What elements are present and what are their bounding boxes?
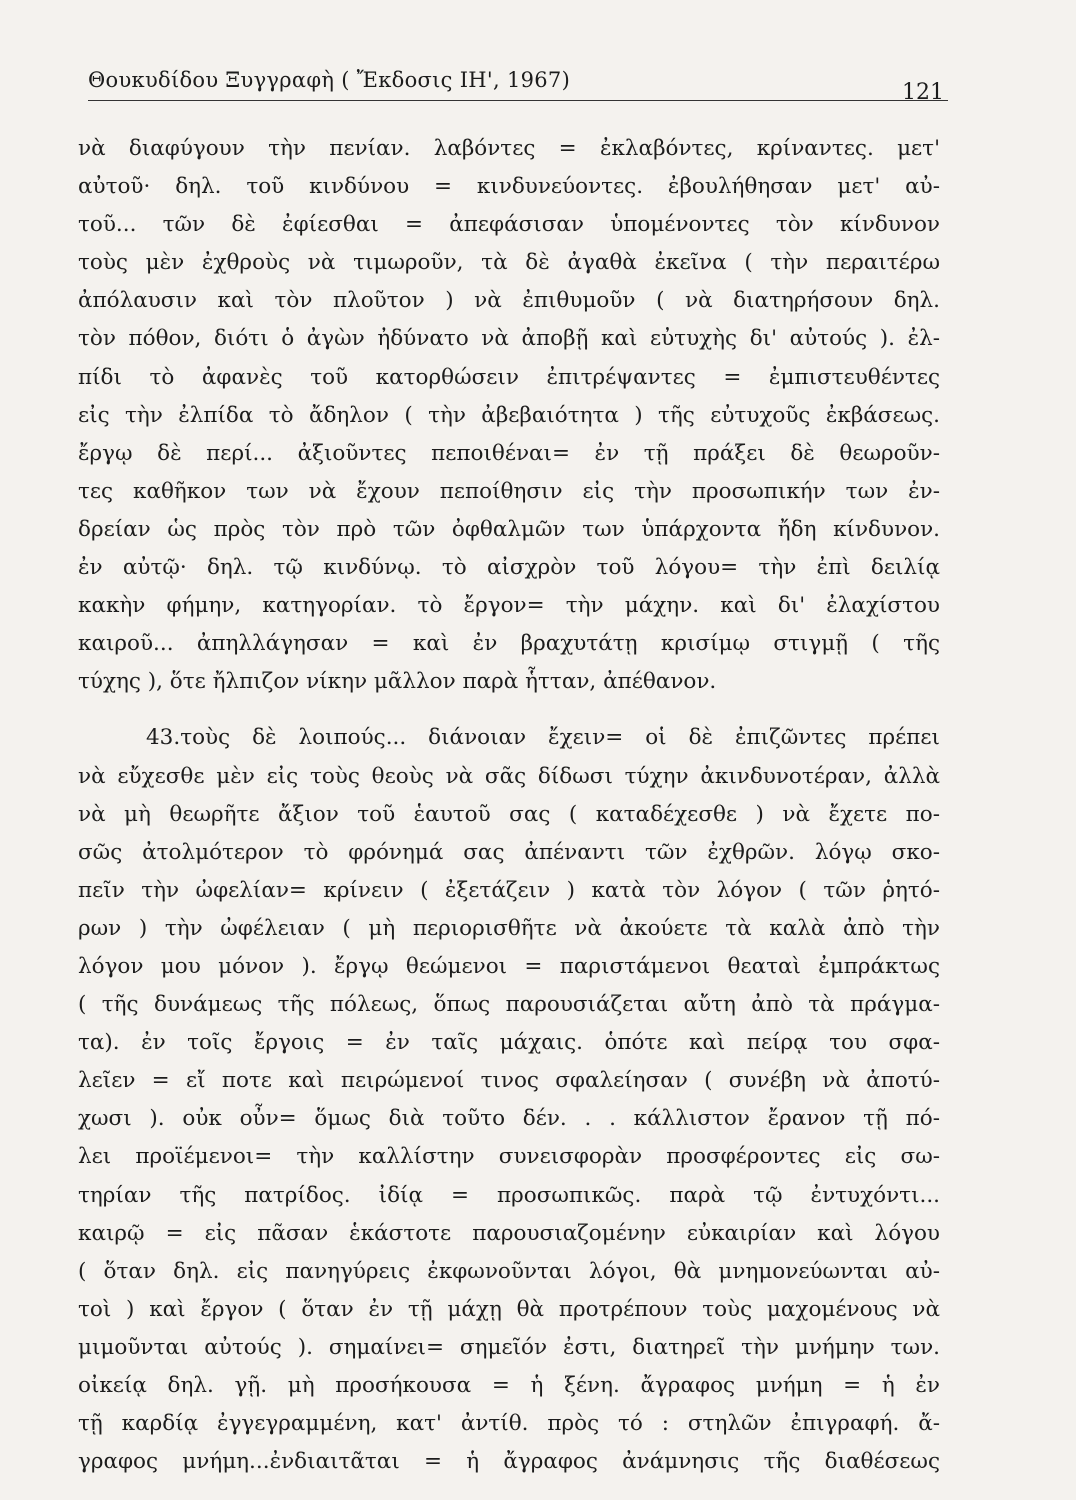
text-line: ρων ) τὴν ὠφέλειαν ( μὴ περιορισθῆτε νὰ ἀκούετε τὰ καλὰ ἀπὸ τὴν [78,915,940,941]
section-43-start: 43.τοὺς δὲ λοιπούς... διάνοιαν ἔχειν= οἱ δὲ ἐπιζῶντες πρέπει [146,725,940,751]
text-line: νὰ εὔχεσθε μὲν εἰς τοὺς θεοὺς νὰ σᾶς δίδωσι τύχην ἀκινδυνοτέραν, ἀλλὰ [78,763,940,789]
page-number: 121 [902,80,944,105]
text-line: πεῖν τὴν ὠφελίαν= κρίνειν ( ἐξετάζειν ) κατὰ τὸν λόγον ( τῶν ῥητό- [78,877,940,903]
text-line: ( τῆς δυνάμεως τῆς πόλεως, ὅπως παρουσιάζεται αὔτη ἀπὸ τὰ πράγμα- [78,992,940,1018]
running-title: Θουκυδίδου Ξυγγραφὴ ( Ἔκδοσις ΙΗ', 1967) [88,68,571,92]
text-line: τοὶ ) καὶ ἔργον ( ὅταν ἐν τῇ μάχῃ θὰ προτρέπουν τοὺς μαχομένους νὰ [78,1296,940,1322]
text-line: οἰκείᾳ δηλ. γῇ. μὴ προσήκουσα = ἡ ξένη. ἄγραφος μνήμη = ἡ ἐν [78,1373,940,1398]
text-line: εἰς τὴν ἐλπίδα τὸ ἄδηλον ( τὴν ἀβεβαιότητα ) τῆς εὐτυχοῦς ἐκβάσεως. [78,402,940,428]
text-line: ἀπόλαυσιν καὶ τὸν πλοῦτον ) νὰ ἐπιθυμοῦν ( νὰ διατηρήσουν δηλ. [78,288,940,314]
text-line: νὰ μὴ θεωρῆτε ἄξιον τοῦ ἑαυτοῦ σας ( καταδέχεσθε ) νὰ ἔχετε πο- [78,801,940,827]
text-line: τύχης ), ὅτε ἤλπιζον νίκην μᾶλλον παρὰ ἧτταν, ἀπέθανον. [78,669,717,695]
text-line: χωσι ). οὐκ οὖν= ὅμως διὰ τοῦτο δέν. . . κάλλιστον ἔρανον τῇ πό- [78,1106,940,1132]
page-header [88,60,948,105]
text-line: ἔργῳ δὲ περί... ἀξιοῦντες πεποιθέναι= ἐν τῇ πράξει δὲ θεωροῦν- [78,440,940,466]
text-line: κακὴν φήμην, κατηγορίαν. τὸ ἔργον= τὴν μάχην. καὶ δι' ἐλαχίστου [78,593,940,619]
text-line: γραφος μνήμη...ἐνδιαιτᾶται = ἡ ἄγραφος ἀνάμνησις τῆς διαθέσεως [78,1449,940,1475]
text-line: νὰ διαφύγουν τὴν πενίαν. λαβόντες = ἐκλαβόντες, κρίναντες. μετ' [78,136,940,161]
text-line: τὸν πόθον, διότι ὁ ἀγὼν ἠδύνατο νὰ ἀποβῇ καὶ εὐτυχὴς δι' αὐτούς ). ἐλ- [78,326,940,352]
text-line: τῇ καρδίᾳ ἐγγεγραμμένη, κατ' ἀντίθ. πρὸς τό : στηλῶν ἐπιγραφή. ἄ- [78,1411,940,1437]
text-line: ( ὅταν δηλ. εἰς πανηγύρεις ἐκφωνοῦνται λόγοι, θὰ μνημονεύωνται αὐ- [78,1258,940,1284]
text-line: ἐν αὐτῷ· δηλ. τῷ κινδύνῳ. τὸ αἰσχρὸν τοῦ λόγου= τὴν ἐπὶ δειλίᾳ [78,555,940,581]
text-line: σῶς ἀτολμότερον τὸ φρόνημά σας ἀπέναντι τῶν ἐχθρῶν. λόγῳ σκο- [78,839,940,865]
text-line: τα). ἐν τοῖς ἔργοις = ἐν ταῖς μάχαις. ὁπότε καὶ πείρᾳ του σφα- [78,1030,940,1056]
text-line: πίδι τὸ ἀφανὲς τοῦ κατορθώσειν ἐπιτρέψαντες = ἐμπιστευθέντες [78,364,940,390]
text-line: λεῖεν = εἴ ποτε καὶ πειρώμενοί τινος σφαλείησαν ( συνέβη νὰ ἀποτύ- [78,1068,940,1094]
text-line: τες καθῆκον των νὰ ἔχουν πεποίθησιν εἰς τὴν προσωπικήν των ἐν- [78,478,940,504]
text-line: καιρῷ = εἰς πᾶσαν ἑκάστοτε παρουσιαζομένην εὐκαιρίαν καὶ λόγου [78,1220,940,1246]
commentary-text [78,130,940,1481]
text-line: τοῦ... τῶν δὲ ἐφίεσθαι = ἀπεφάσισαν ὑπομένοντες τὸν κίνδυνον [78,212,940,238]
text-line: λόγον μου μόνον ). ἔργῳ θεώμενοι = παριστάμενοι θεαταὶ ἐμπράκτως [78,953,940,979]
text-line: τηρίαν τῆς πατρίδος. ἰδίᾳ = προσωπικῶς. παρὰ τῷ ἐντυχόντι... [78,1182,940,1208]
text-line: μιμοῦνται αὐτούς ). σημαίνει= σημεῖόν ἐστι, διατηρεῖ τὴν μνήμην των. [78,1334,940,1360]
text-line: καιροῦ... ἀπηλλάγησαν = καὶ ἐν βραχυτάτῃ κρισίμῳ στιγμῇ ( τῆς [78,631,940,657]
text-line: δρείαν ὡς πρὸς τὸν πρὸ τῶν ὀφθαλμῶν των ὑπάρχοντα ἤδη κίνδυνον. [78,516,940,542]
text-line: λει προϊέμενοι= τὴν καλλίστην συνεισφορὰν προσφέροντες εἰς σω- [78,1144,940,1170]
text-line: αὐτοῦ· δηλ. τοῦ κινδύνου = κινδυνεύοντες. ἐβουλήθησαν μετ' αὐ- [78,174,940,200]
text-line: τοὺς μὲν ἐχθροὺς νὰ τιμωροῦν, τὰ δὲ ἀγαθὰ ἐκεῖνα ( τὴν περαιτέρω [78,250,940,276]
